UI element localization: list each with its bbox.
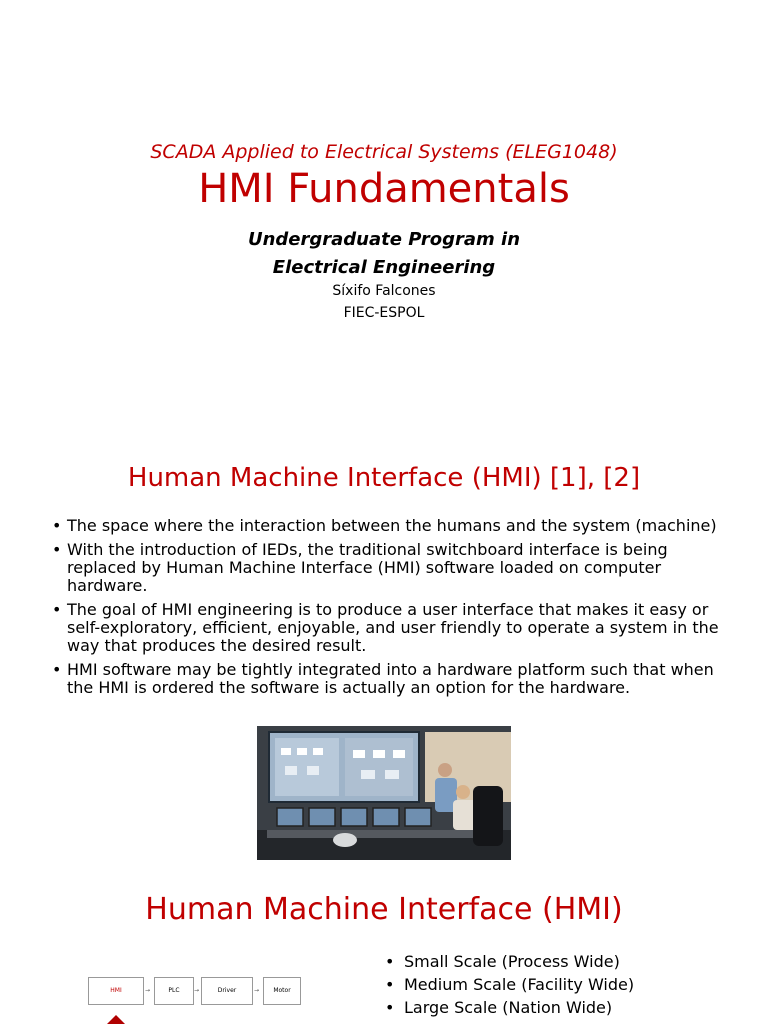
title-slide [0,0,768,430]
bullet-item: • The goal of HMI engineering is to produce a user interface that makes it easy or self-exploratory, efficient, enjoyable, and user friendly to operate a system in the way that produces the desired result. [52,601,732,655]
program-line-1: Undergraduate Program in [247,229,521,250]
slide-title: Human Machine Interface (HMI) [1], [2] [127,463,641,493]
scale-item: • Medium Scale (Facility Wide) [385,973,634,996]
motor-block: Motor [263,977,301,1005]
author-name: Síxifo Falcones [332,283,436,299]
arrow-right-icon: → [194,987,200,994]
scale-list [385,950,634,1019]
bullet-list [52,517,732,703]
program-line-2: Electrical Engineering [272,257,496,278]
arrow-right-icon: → [254,987,260,994]
arrow-right-icon: → [145,987,151,994]
bullet-item: • HMI software may be tightly integrated into a hardware platform such that when the HMI is ordered the software is actually an option for the hardware. [52,661,732,697]
slide-title: Human Machine Interface (HMI) [145,892,623,927]
plc-block: PLC [154,977,194,1005]
warning-triangle-icon [106,1015,126,1024]
bullet-item: • The space where the interaction between the humans and the system (machine) [52,517,732,535]
control-room-photo [257,726,511,860]
slide-title: HMI Fundamentals [198,166,570,212]
hmi-definition-slide [0,431,768,861]
driver-block: Driver [201,977,253,1005]
hmi-block: HMI [88,977,144,1005]
organization-name: FIEC-ESPOL [343,305,425,321]
program-name [0,226,768,282]
bullet-item: • With the introduction of IEDs, the traditional switchboard interface is being replaced by Human Machine Interface (HMI) software loaded on computer hardware. [52,541,732,595]
scale-item: • Large Scale (Nation Wide) [385,996,634,1019]
control-room-illustration [257,726,511,860]
scale-item: • Small Scale (Process Wide) [385,950,634,973]
hmi-block-diagram [88,977,303,1024]
hmi-scale-slide [0,862,768,1024]
course-subtitle: SCADA Applied to Electrical Systems (ELEG1048) [150,141,618,163]
